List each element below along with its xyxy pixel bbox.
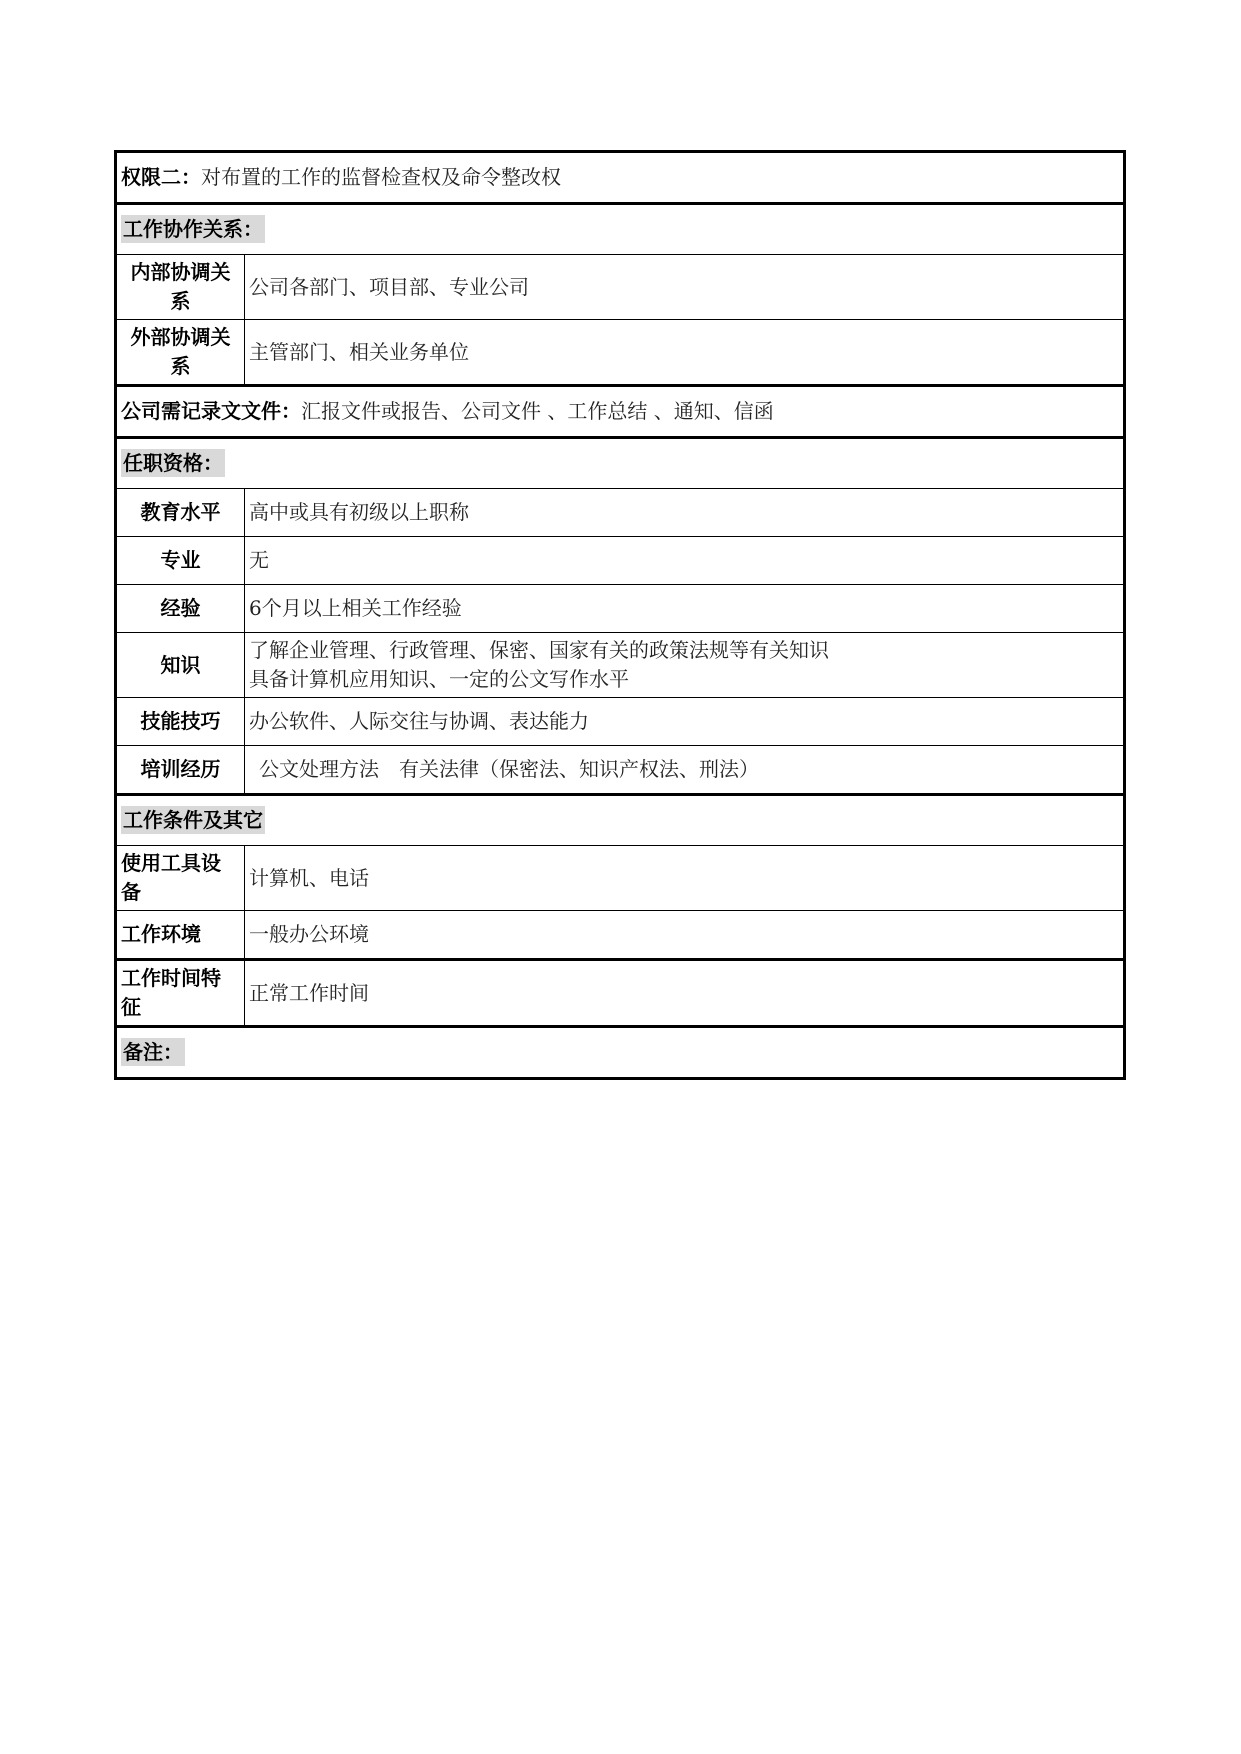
experience-label: 经验	[116, 585, 245, 633]
job-description-table	[114, 150, 1126, 1080]
authority-label: 权限二：	[121, 165, 201, 189]
table-row	[116, 489, 1125, 537]
work-time-value: 正常工作时间	[245, 960, 1125, 1027]
collaboration-heading-cell	[116, 204, 1125, 255]
table-row	[116, 320, 1125, 386]
table-row	[116, 698, 1125, 746]
authority-cell	[116, 152, 1125, 204]
table-row	[116, 911, 1125, 960]
remarks-cell	[116, 1027, 1125, 1079]
training-label: 培训经历	[116, 746, 245, 795]
table-row	[116, 255, 1125, 320]
knowledge-label: 知识	[116, 633, 245, 698]
table-row	[116, 537, 1125, 585]
table-row	[116, 960, 1125, 1027]
tools-label: 使用工具设备	[116, 846, 245, 911]
remarks-row	[116, 1027, 1125, 1079]
tools-value: 计算机、电话	[245, 846, 1125, 911]
skills-value: 办公软件、人际交往与协调、表达能力	[245, 698, 1125, 746]
collaboration-heading-row	[116, 204, 1125, 255]
records-row	[116, 386, 1125, 438]
authority-value: 对布置的工作的监督检查权及命令整改权	[201, 165, 561, 189]
major-value: 无	[245, 537, 1125, 585]
environment-value: 一般办公环境	[245, 911, 1125, 960]
training-value: 公文处理方法 有关法律（保密法、知识产权法、刑法）	[245, 746, 1125, 795]
internal-coordination-label: 内部协调关系	[116, 255, 245, 320]
qualifications-heading-row	[116, 438, 1125, 489]
records-value: 汇报文件或报告、公司文件 、工作总结 、通知、信函	[301, 399, 774, 423]
table-row	[116, 585, 1125, 633]
records-label: 公司需记录文文件：	[121, 399, 301, 423]
knowledge-value	[245, 633, 1125, 698]
experience-value: 6个月以上相关工作经验	[245, 585, 1125, 633]
major-label: 专业	[116, 537, 245, 585]
table-row	[116, 846, 1125, 911]
conditions-heading-cell	[116, 795, 1125, 846]
knowledge-line-1: 了解企业管理、行政管理、保密、国家有关的政策法规等有关知识	[249, 638, 829, 662]
conditions-heading-row	[116, 795, 1125, 846]
skills-label: 技能技巧	[116, 698, 245, 746]
qualifications-heading: 任职资格：	[123, 451, 223, 475]
remarks-label: 备注：	[123, 1040, 183, 1064]
external-coordination-value: 主管部门、相关业务单位	[245, 320, 1125, 386]
education-label: 教育水平	[116, 489, 245, 537]
external-coordination-label: 外部协调关系	[116, 320, 245, 386]
education-value: 高中或具有初级以上职称	[245, 489, 1125, 537]
knowledge-line-2: 具备计算机应用知识、一定的公文写作水平	[249, 667, 629, 691]
conditions-heading: 工作条件及其它	[123, 808, 263, 832]
collaboration-heading: 工作协作关系：	[123, 217, 263, 241]
qualifications-heading-cell	[116, 438, 1125, 489]
records-cell	[116, 386, 1125, 438]
environment-label: 工作环境	[116, 911, 245, 960]
table-row	[116, 633, 1125, 698]
work-time-label: 工作时间特征	[116, 960, 245, 1027]
internal-coordination-value: 公司各部门、项目部、专业公司	[245, 255, 1125, 320]
table-row	[116, 746, 1125, 795]
authority-row	[116, 152, 1125, 204]
